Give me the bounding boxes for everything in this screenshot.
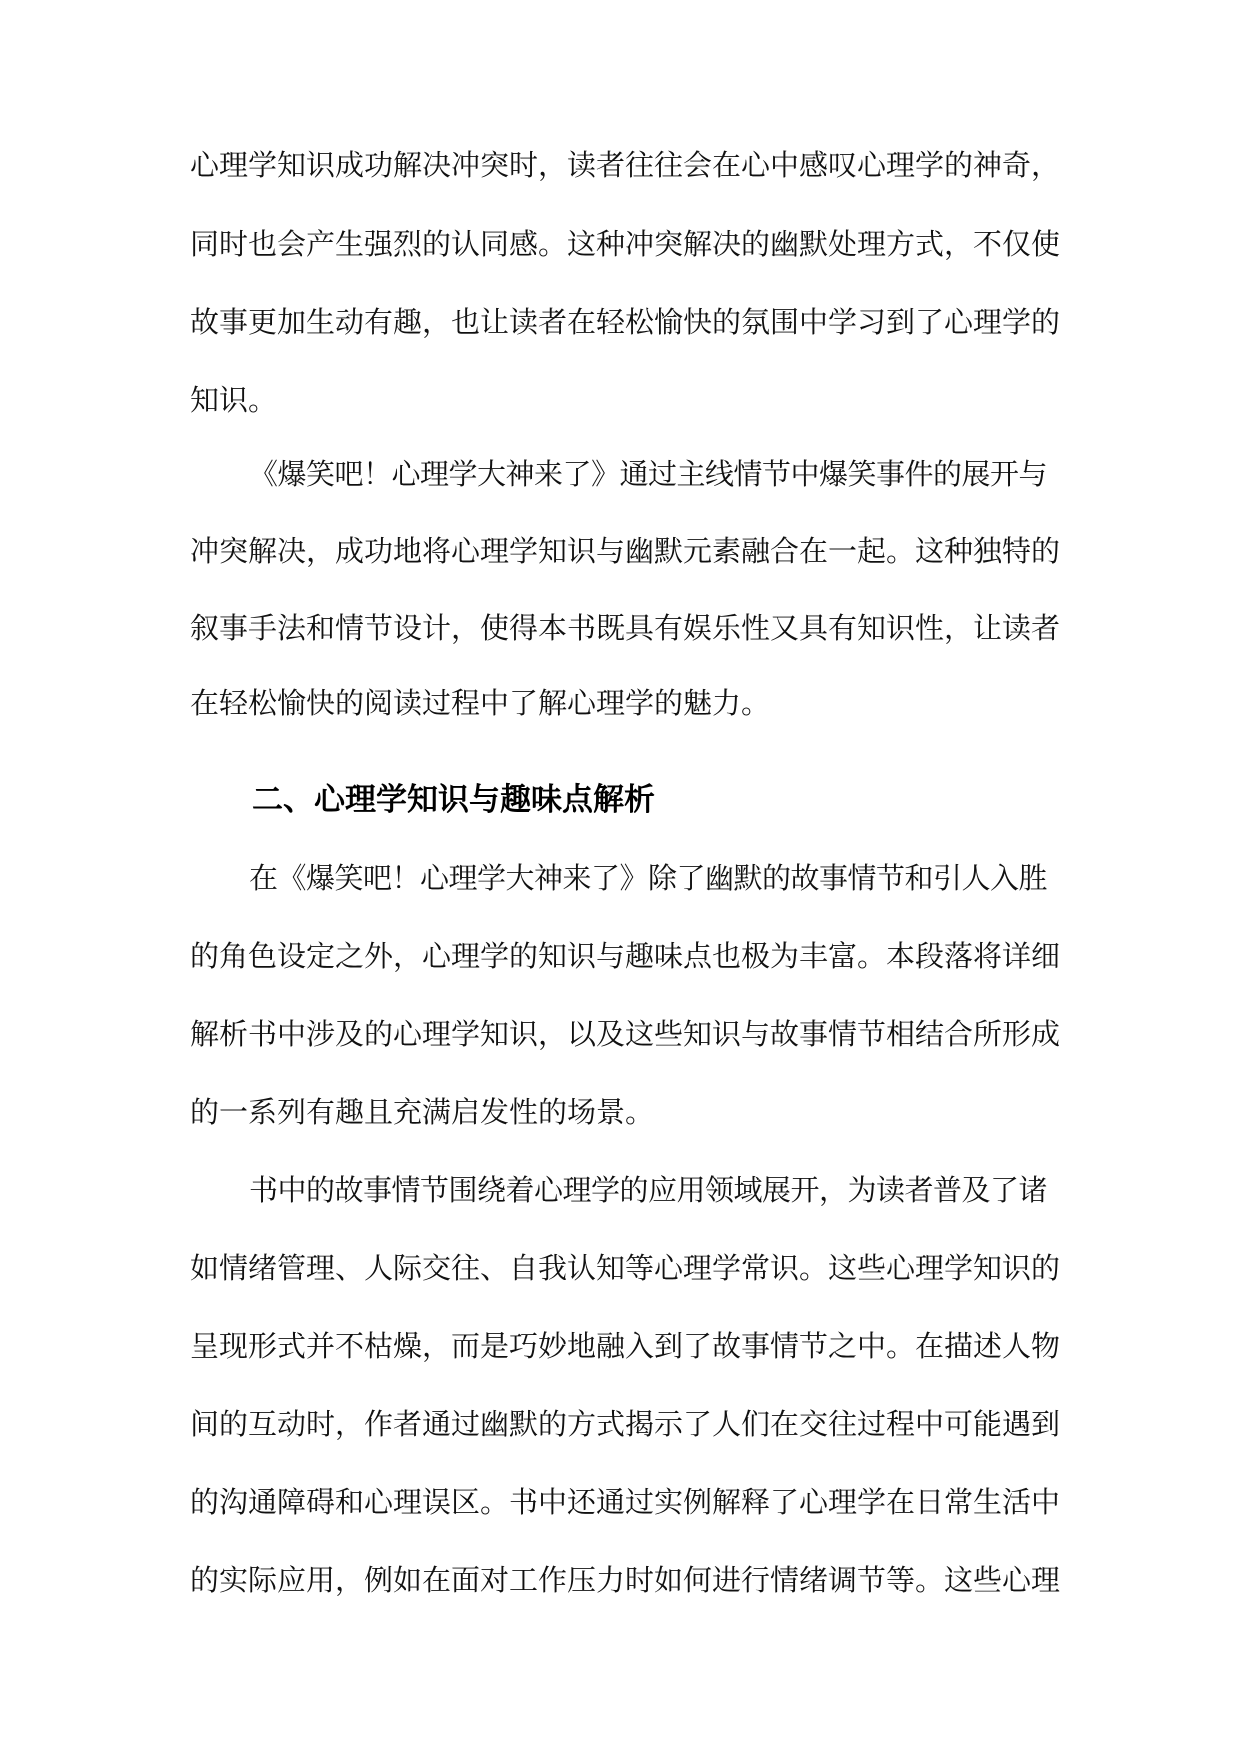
paragraph-1-line-2: 同时也会产生强烈的认同感。这种冲突解决的幽默处理方式，不仅使 — [190, 227, 1061, 261]
paragraph-4-line-4: 间的互动时，作者通过幽默的方式揭示了人们在交往过程中可能遇到 — [190, 1407, 1061, 1441]
section-heading: 二、心理学知识与趣味点解析 — [252, 782, 655, 818]
paragraph-4-line-2: 如情绪管理、人际交往、自我认知等心理学常识。这些心理学知识的 — [190, 1251, 1061, 1285]
paragraph-2-line-3: 叙事手法和情节设计，使得本书既具有娱乐性又具有知识性，让读者 — [190, 611, 1061, 645]
paragraph-3-line-4: 的一系列有趣且充满启发性的场景。 — [190, 1095, 655, 1129]
paragraph-4-line-3: 呈现形式并不枯燥，而是巧妙地融入到了故事情节之中。在描述人物 — [190, 1329, 1061, 1363]
paragraph-3-line-3: 解析书中涉及的心理学知识，以及这些知识与故事情节相结合所形成 — [190, 1017, 1061, 1051]
paragraph-3-line-1: 在《爆笑吧！心理学大神来了》除了幽默的故事情节和引人入胜 — [249, 861, 1048, 895]
paragraph-1-line-3: 故事更加生动有趣，也让读者在轻松愉快的氛围中学习到了心理学的 — [190, 305, 1061, 339]
paragraph-1-line-1: 心理学知识成功解决冲突时，读者往往会在心中感叹心理学的神奇， — [190, 148, 1061, 182]
paragraph-3-line-2: 的角色设定之外，心理学的知识与趣味点也极为丰富。本段落将详细 — [190, 939, 1061, 973]
paragraph-4-line-6: 的实际应用，例如在面对工作压力时如何进行情绪调节等。这些心理 — [190, 1563, 1061, 1597]
paragraph-2-line-2: 冲突解决，成功地将心理学知识与幽默元素融合在一起。这种独特的 — [190, 534, 1061, 568]
paragraph-4-line-1: 书中的故事情节围绕着心理学的应用领域展开，为读者普及了诸 — [249, 1173, 1048, 1207]
paragraph-2-line-1: 《爆笑吧！心理学大神来了》通过主线情节中爆笑事件的展开与 — [249, 457, 1048, 491]
paragraph-4-line-5: 的沟通障碍和心理误区。书中还通过实例解释了心理学在日常生活中 — [190, 1485, 1061, 1519]
paragraph-2-line-4: 在轻松愉快的阅读过程中了解心理学的魅力。 — [190, 686, 771, 720]
paragraph-1-line-4: 知识。 — [190, 383, 278, 417]
